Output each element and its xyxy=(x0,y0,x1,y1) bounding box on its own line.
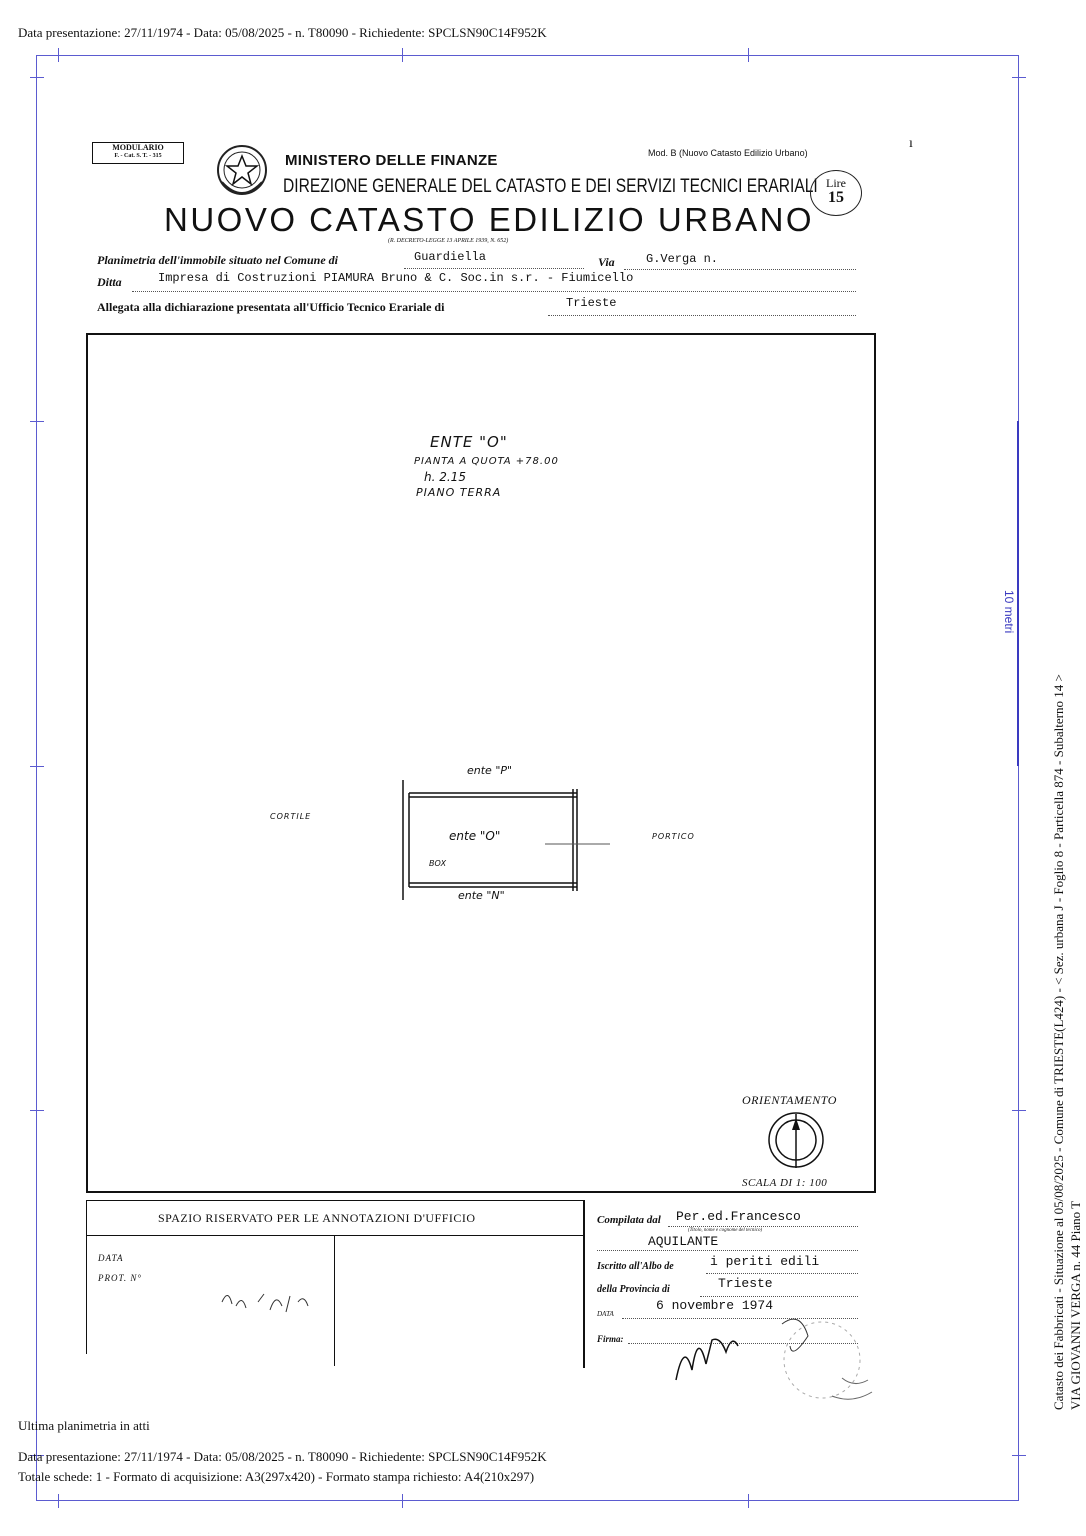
mod-b: Mod. B (Nuovo Catasto Edilizio Urbano) xyxy=(648,148,808,158)
signature-stamp xyxy=(672,1300,892,1410)
iscritto-label: Iscritto all'Albo de xyxy=(597,1261,674,1272)
footer-line-2: Totale schede: 1 - Formato di acquisizione: A3(297x420) - Formato stampa richiesto: A4(210x297) xyxy=(18,1469,535,1484)
cortile-label: CORTILE xyxy=(270,812,312,821)
emblem-icon xyxy=(214,142,270,200)
ente-title: ENTE "O" xyxy=(430,433,508,451)
scala-label: SCALA DI 1: 100 xyxy=(742,1177,828,1189)
frame-bottom xyxy=(36,1500,1018,1501)
planimetria-label: Planimetria dell'immobile situato nel Comune di xyxy=(97,253,339,267)
provincia-label: della Provincia di xyxy=(597,1284,670,1295)
page-title: NUOVO CATASTO EDILIZIO URBANO xyxy=(164,201,815,238)
compilata-label: Compilata dal xyxy=(597,1214,661,1226)
footer-line-1: Data presentazione: 27/11/1974 - Data: 05/08/2025 - n. T80090 - Richiedente: SPCLSN90C14F952K xyxy=(18,1449,547,1464)
ente-o: ente "O" xyxy=(449,829,501,843)
data2-label: DATA xyxy=(597,1310,614,1318)
ministero: MINISTERO DELLE FINANZE xyxy=(285,152,498,169)
compilata-value: Per.ed.Francesco xyxy=(676,1209,801,1224)
lire-stamp: Lire 15 xyxy=(810,170,862,216)
frame-right xyxy=(1018,55,1019,1501)
ditta-value: Impresa di Costruzioni PIAMURA Bruno & C. Soc.in s.r. - Fiumicello xyxy=(158,271,634,285)
direzione: DIREZIONE GENERALE DEL CATASTO E DEI SERVIZI TECNICI ERARIALI xyxy=(283,176,818,197)
piano: PIANO TERRA xyxy=(416,486,502,499)
cognome-value: AQUILANTE xyxy=(648,1234,719,1249)
albo-value: i periti edili xyxy=(710,1254,820,1269)
via-label: Via xyxy=(598,255,615,269)
comune-value: Guardiella xyxy=(414,250,487,264)
scale-label: 10 metri xyxy=(1002,590,1016,634)
prot-handwriting xyxy=(218,1282,314,1318)
frame-top xyxy=(36,55,1018,56)
spazio-title: SPAZIO RISERVATO PER LE ANNOTAZIONI D'UFFICIO xyxy=(158,1211,476,1225)
side-info xyxy=(1050,674,1084,1410)
floor-plan xyxy=(395,775,615,905)
provincia-value: Trieste xyxy=(718,1276,773,1291)
orientamento-label: ORIENTAMENTO xyxy=(742,1093,837,1107)
scale-bar xyxy=(1017,421,1019,766)
titolo-note: (Titolo, nome e cognome del tecnico) xyxy=(688,1228,763,1233)
portico-label: PORTICO xyxy=(652,832,695,841)
altezza: h. 2.15 xyxy=(424,470,466,484)
ufficio-value: Trieste xyxy=(566,296,617,310)
ente-n: ente "N" xyxy=(458,889,505,902)
ditta-label: Ditta xyxy=(97,275,122,289)
side-line-1: Catasto dei Fabbricati - Situazione al 05/08/2025 - Comune di TRIESTE(L424) - < Sez. urbana J - Foglio 8 - Particella 874 - Subalterno 14 > xyxy=(1051,674,1066,1410)
frame-left xyxy=(36,55,37,1501)
allegata-label: Allegata alla dichiarazione presentata all'Ufficio Tecnico Erariale di xyxy=(97,300,445,314)
via-value: G.Verga n. xyxy=(646,252,719,266)
firma-label: Firma: xyxy=(597,1334,624,1344)
ultima-label: Ultima planimetria in atti xyxy=(18,1418,150,1433)
decreto: (R. DECRETO-LEGGE 13 APRILE 1939, N. 652) xyxy=(388,238,509,244)
prot-label: PROT. N° xyxy=(98,1273,142,1283)
box-label: BOX xyxy=(429,859,447,868)
pianta-quota: PIANTA A QUOTA +78.00 xyxy=(414,456,559,467)
modulario-box: MODULARIO F. - Cat. S. T. - 315 xyxy=(92,142,184,164)
side-line-2: VIA GIOVANNI VERGA n. 44 Piano T xyxy=(1068,1200,1083,1410)
ente-p: ente "P" xyxy=(467,764,513,777)
data2-value: 6 novembre 1974 xyxy=(656,1298,774,1313)
compass-icon xyxy=(766,1110,826,1170)
header-line: Data presentazione: 27/11/1974 - Data: 05/08/2025 - n. T80090 - Richiedente: SPCLSN90C14F952K xyxy=(18,25,547,40)
data-label: DATA xyxy=(98,1253,124,1263)
